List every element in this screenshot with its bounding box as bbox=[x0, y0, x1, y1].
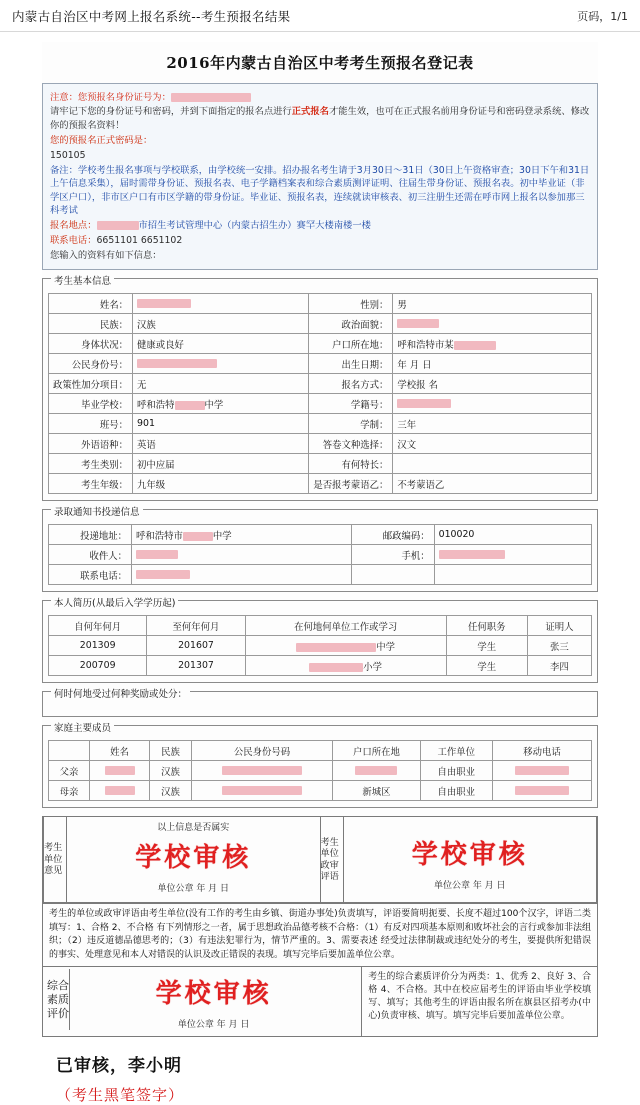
table-row bbox=[49, 314, 592, 334]
field-value-foreignlang: 英语 bbox=[133, 434, 309, 454]
field-label-mobile: 手机： bbox=[351, 545, 434, 565]
field-label-specialty: 有何特长： bbox=[309, 454, 393, 474]
notice-line6 bbox=[50, 234, 590, 247]
field-label-foreignlang: 外语语种： bbox=[49, 434, 133, 454]
basic-info-body bbox=[43, 290, 597, 500]
field-label-health: 身体状况： bbox=[49, 334, 133, 354]
col-fid: 公民身份号码 bbox=[191, 741, 332, 761]
table-row bbox=[49, 334, 592, 354]
school-review-stamp: 学校审核 bbox=[135, 843, 252, 874]
table-row bbox=[49, 761, 592, 781]
field-label-school: 毕业学校： bbox=[49, 394, 133, 414]
table-row bbox=[49, 354, 592, 374]
redacted-mobile bbox=[439, 550, 505, 559]
comprehensive-bottom-text: 单位公章 年 月 日 bbox=[177, 1020, 250, 1031]
cell-to: 201307 bbox=[147, 656, 245, 676]
field-label-political: 政治面貌： bbox=[309, 314, 393, 334]
table-row bbox=[49, 474, 592, 494]
redacted-fmobile bbox=[515, 786, 569, 795]
col-fresidence: 户口所在地 bbox=[333, 741, 421, 761]
field-label-postcode: 邮政编码： bbox=[351, 525, 434, 545]
basic-info-table bbox=[48, 293, 592, 494]
col-role: 任何职务 bbox=[446, 616, 527, 636]
signature-instruction: （考生黑笔签字） bbox=[56, 1086, 185, 1105]
field-label-contactphone: 联系电话： bbox=[49, 565, 132, 585]
notice-location-text: 市招生考试管理中心（内蒙古招生办）赛罕大楼南楼一楼 bbox=[138, 220, 371, 232]
field-value-specialty bbox=[393, 454, 592, 474]
review-left-cell bbox=[67, 817, 321, 902]
redacted-fname bbox=[105, 766, 135, 775]
field-value-class: 901 bbox=[133, 414, 309, 434]
table-header-row bbox=[49, 616, 592, 636]
handwritten-signature-area bbox=[28, 1051, 612, 1105]
field-value-gender: 男 bbox=[393, 294, 592, 314]
field-label-ethnicity: 民族： bbox=[49, 314, 133, 334]
review-left-label: 考生单位意见 bbox=[44, 817, 67, 902]
redacted-fid bbox=[222, 786, 302, 795]
field-value-name bbox=[133, 294, 309, 314]
redacted-mailaddress bbox=[183, 532, 213, 541]
col-relation bbox=[49, 741, 90, 761]
redacted-fmobile bbox=[515, 766, 569, 775]
page-number: 页码，1/1 bbox=[577, 10, 628, 23]
cell-place: 小学 bbox=[245, 656, 446, 676]
notice-line2-text: 请牢记下您的身份证号和密码，并到下面指定的报名点进行 bbox=[50, 106, 292, 118]
field-value-health: 健康或良好 bbox=[133, 334, 309, 354]
field-value-mobile bbox=[434, 545, 591, 565]
basic-info-fieldset bbox=[42, 278, 598, 501]
review-top-row bbox=[43, 817, 597, 903]
field-value-category: 初中应届 bbox=[133, 454, 309, 474]
family-legend: 家庭主要成员 bbox=[51, 720, 114, 734]
redacted-name bbox=[137, 299, 191, 308]
redacted-idnumber bbox=[137, 359, 217, 368]
cell-fmobile bbox=[492, 781, 591, 801]
notice-id-line bbox=[50, 91, 590, 104]
notice-input-hint-text: 您输入的资料有如下信息： bbox=[50, 250, 162, 262]
notice-phone-value: 6651101 6651102 bbox=[96, 235, 183, 247]
mail-info-table bbox=[48, 524, 592, 585]
field-value-residence bbox=[393, 334, 592, 354]
cell-relation: 父亲 bbox=[49, 761, 90, 781]
review-block bbox=[42, 816, 598, 1037]
field-label-papertype: 答卷文种选择： bbox=[309, 434, 393, 454]
field-value-residence-text: 呼和浩特市某 bbox=[397, 339, 454, 351]
col-fmobile: 移动电话 bbox=[492, 741, 591, 761]
field-value-schoolsystem: 三年 bbox=[393, 414, 592, 434]
cell-fresidence: 新城区 bbox=[333, 781, 421, 801]
award-legend: 何时何地受过何种奖励或处分： bbox=[51, 686, 190, 700]
award-legend-row bbox=[43, 689, 597, 703]
history-legend-row bbox=[43, 598, 597, 612]
cell-fname bbox=[90, 761, 150, 781]
form-title: 2016年内蒙古自治区中考考生预报名登记表 bbox=[166, 54, 474, 72]
field-label-mailaddress: 投递地址： bbox=[49, 525, 132, 545]
cell-fworkplace: 自由职业 bbox=[420, 781, 492, 801]
review-left-bottom-text: 单位公章 年 月 日 bbox=[157, 884, 230, 895]
field-label-recipient: 收件人： bbox=[49, 545, 132, 565]
redacted-fresidence bbox=[355, 766, 397, 775]
mail-info-fieldset bbox=[42, 509, 598, 592]
table-row bbox=[49, 565, 592, 585]
comprehensive-quality-row bbox=[43, 966, 597, 1036]
notice-input-hint bbox=[50, 249, 590, 262]
table-row bbox=[49, 434, 592, 454]
col-fethnicity: 民族 bbox=[150, 741, 192, 761]
cell-witness: 李四 bbox=[527, 656, 591, 676]
field-value-political bbox=[393, 314, 592, 334]
field-label-studentid: 学籍号： bbox=[309, 394, 393, 414]
cell-fethnicity: 汉族 bbox=[150, 761, 192, 781]
notice-password-value-line bbox=[50, 149, 590, 162]
redacted-id bbox=[171, 93, 251, 102]
table-row bbox=[49, 414, 592, 434]
comprehensive-right-text: 考生的综合素质评价分为两类：1、优秀 2、良好 3、合格 4、不合格。其中在校应届考生的评语由毕业学校填写、填写；其他考生的评语由报名所在旗县区招考办(中心)负责审核、填写。填写完毕后要加盖单位公章。 bbox=[368, 972, 591, 1022]
notice-password-line bbox=[50, 134, 590, 147]
family-legend-row bbox=[43, 723, 597, 737]
redacted-political bbox=[397, 319, 439, 328]
redacted-location bbox=[97, 221, 139, 230]
history-body bbox=[43, 612, 597, 682]
cell-place: 中学 bbox=[245, 636, 446, 656]
field-value-blank bbox=[434, 565, 591, 585]
cell-fethnicity: 汉族 bbox=[150, 781, 192, 801]
review-right-cell bbox=[344, 817, 597, 902]
mail-info-legend: 录取通知书投递信息 bbox=[51, 504, 143, 518]
field-value-papertype: 汉文 bbox=[393, 434, 592, 454]
political-review-stamp: 学校审核 bbox=[411, 840, 528, 871]
review-instructions: 考生的单位或政审评语由考生单位(没有工作的考生由乡镇、街道办事处)负责填写，评语要简明扼要、长度不超过100个汉字，评语二类填写：1、合格 2、不合格 有下列情形之一者，属于思想政治品德考核不合格：（1）有反对四项基本原则和败坏社会的言行或参加非法组织；（2）违反道德品德思考的；（3）有违法犯罪行为，情节严重的。3、需要表述 经受过法律制裁或违纪处分的考生，要提供所犯错误的事实、处理意见和本人对错误的认识及改正错误的表现。填写完毕后要加盖单位公章。 bbox=[43, 903, 597, 966]
redacted-residence bbox=[454, 341, 496, 350]
notice-line2-suffix: 才能生效，也可在正式报名前用身份证号和密码登录系统、修改你的预报名资料！ bbox=[50, 106, 590, 131]
history-fieldset bbox=[42, 600, 598, 683]
comprehensive-review-stamp: 学校审核 bbox=[155, 979, 272, 1010]
field-label-gender: 性别： bbox=[309, 294, 393, 314]
notice-box bbox=[42, 83, 598, 270]
field-value-bonus: 无 bbox=[133, 374, 309, 394]
table-header-row bbox=[49, 741, 592, 761]
notice-line4 bbox=[50, 164, 590, 218]
field-label-regtype: 报名方式： bbox=[309, 374, 393, 394]
field-value-recipient bbox=[132, 545, 352, 565]
cell-fid bbox=[191, 761, 332, 781]
review-right-top-spacer bbox=[348, 820, 593, 830]
cell-fmobile bbox=[492, 761, 591, 781]
redacted-fid bbox=[222, 766, 302, 775]
field-value-ethnicity: 汉族 bbox=[133, 314, 309, 334]
field-value-postcode: 010020 bbox=[434, 525, 591, 545]
notice-line5 bbox=[50, 219, 590, 232]
browser-print-header bbox=[0, 0, 640, 32]
mail-info-legend-row bbox=[43, 507, 597, 521]
col-place: 在何地何单位工作或学习 bbox=[245, 616, 446, 636]
award-fieldset bbox=[42, 691, 598, 717]
field-label-bonus: 政策性加分项目： bbox=[49, 374, 133, 394]
redacted-contactphone bbox=[136, 570, 190, 579]
page-title: 内蒙古自治区中考网上报名系统--考生预报名结果 bbox=[12, 9, 291, 24]
family-table bbox=[48, 740, 592, 801]
family-fieldset bbox=[42, 725, 598, 808]
field-value-school: 呼和浩特 中学 bbox=[133, 394, 309, 414]
comprehensive-label: 综合素质评价 bbox=[47, 969, 70, 1030]
signature-text: 已审核，李小明 bbox=[56, 1056, 182, 1077]
table-row bbox=[49, 454, 592, 474]
basic-info-legend: 考生基本信息 bbox=[51, 273, 114, 287]
cell-role: 学生 bbox=[446, 656, 527, 676]
field-label-category: 考生类别： bbox=[49, 454, 133, 474]
cell-relation: 母亲 bbox=[49, 781, 90, 801]
cell-to: 201607 bbox=[147, 636, 245, 656]
field-value-mailaddress: 呼和浩特市 中学 bbox=[132, 525, 352, 545]
field-label-class: 班号： bbox=[49, 414, 133, 434]
notice-id-label: 注意：您预报名身份证号为： bbox=[50, 91, 171, 103]
notice-line4-text: 备注：学校考生报名事项与学校联系，由学校统一安排。招办报名考生请于3月30日～31日（30日上午资格审查；30日下午和31日上午信息采集），届时需带身份证、预报名表、电子学籍档案表和综合素质测评证明、往届生带身份证、预报名表。初中毕业证（非学区户口），非市区户口有市区学籍的带身份证。毕业证、预报名表，连续就读审核表、初三注册生还需在呼市网上报名以参加那三科考试 bbox=[50, 164, 590, 217]
col-witness: 证明人 bbox=[527, 616, 591, 636]
cell-fworkplace: 自由职业 bbox=[420, 761, 492, 781]
table-row bbox=[49, 294, 592, 314]
cell-role: 学生 bbox=[446, 636, 527, 656]
field-value-idnumber bbox=[133, 354, 309, 374]
cell-fresidence bbox=[333, 761, 421, 781]
col-from: 自何年何月 bbox=[49, 616, 147, 636]
field-label-birthdate: 出生日期： bbox=[309, 354, 393, 374]
cell-witness: 张三 bbox=[527, 636, 591, 656]
cell-from: 200709 bbox=[49, 656, 147, 676]
redacted-recipient bbox=[136, 550, 178, 559]
field-value-grade: 九年级 bbox=[133, 474, 309, 494]
table-row bbox=[49, 656, 592, 676]
redacted-place bbox=[309, 663, 363, 672]
field-value-contactphone bbox=[132, 565, 352, 585]
col-fname: 姓名 bbox=[90, 741, 150, 761]
field-label-mongolian: 是否报考蒙语乙： bbox=[309, 474, 393, 494]
comprehensive-left bbox=[43, 967, 362, 1036]
field-value-mongolian: 不考蒙语乙 bbox=[393, 474, 592, 494]
review-left-top-text: 以上信息是否属实 bbox=[157, 823, 230, 834]
cell-fname bbox=[90, 781, 150, 801]
notice-password-label: 您的预报名正式密码是： bbox=[50, 134, 153, 146]
notice-line2 bbox=[50, 105, 590, 132]
field-label-schoolsystem: 学制： bbox=[309, 414, 393, 434]
review-mid-label: 考生单位政审评语 bbox=[321, 817, 344, 902]
redacted-place bbox=[296, 643, 376, 652]
notice-phone-label: 联系电话： bbox=[50, 235, 97, 247]
field-value-birthdate: 年 月 日 bbox=[393, 354, 592, 374]
family-body bbox=[43, 737, 597, 807]
table-row bbox=[49, 374, 592, 394]
field-value-regtype: 学校报 名 bbox=[393, 374, 592, 394]
notice-line2-emphasis: 正式报名 bbox=[291, 106, 329, 118]
table-row bbox=[49, 525, 592, 545]
notice-password-value: 150105 bbox=[50, 149, 86, 161]
redacted-studentid bbox=[397, 399, 451, 408]
table-row bbox=[49, 545, 592, 565]
review-right-bottom-text: 单位公章 年 月 日 bbox=[433, 881, 506, 892]
col-to: 至何年何月 bbox=[147, 616, 245, 636]
redacted-fname bbox=[105, 786, 135, 795]
cell-from: 201309 bbox=[49, 636, 147, 656]
field-label-grade: 考生年级： bbox=[49, 474, 133, 494]
table-row bbox=[49, 781, 592, 801]
field-label-idnumber: 公民身份号： bbox=[49, 354, 133, 374]
field-label-name: 姓名： bbox=[49, 294, 133, 314]
document-area bbox=[0, 32, 640, 1105]
history-legend: 本人简历(从最后入学学历起) bbox=[51, 595, 178, 609]
notice-location-label: 报名地点： bbox=[50, 220, 97, 232]
cell-fid bbox=[191, 781, 332, 801]
mail-info-body bbox=[43, 521, 597, 591]
field-value-studentid bbox=[393, 394, 592, 414]
col-fworkplace: 工作单位 bbox=[420, 741, 492, 761]
redacted-school bbox=[175, 401, 205, 410]
field-label-blank bbox=[351, 565, 434, 585]
table-row bbox=[49, 636, 592, 656]
basic-info-legend-row bbox=[43, 276, 597, 290]
table-row bbox=[49, 394, 592, 414]
history-table bbox=[48, 615, 592, 676]
field-label-residence: 户口所在地： bbox=[309, 334, 393, 354]
registration-form bbox=[42, 42, 598, 1037]
